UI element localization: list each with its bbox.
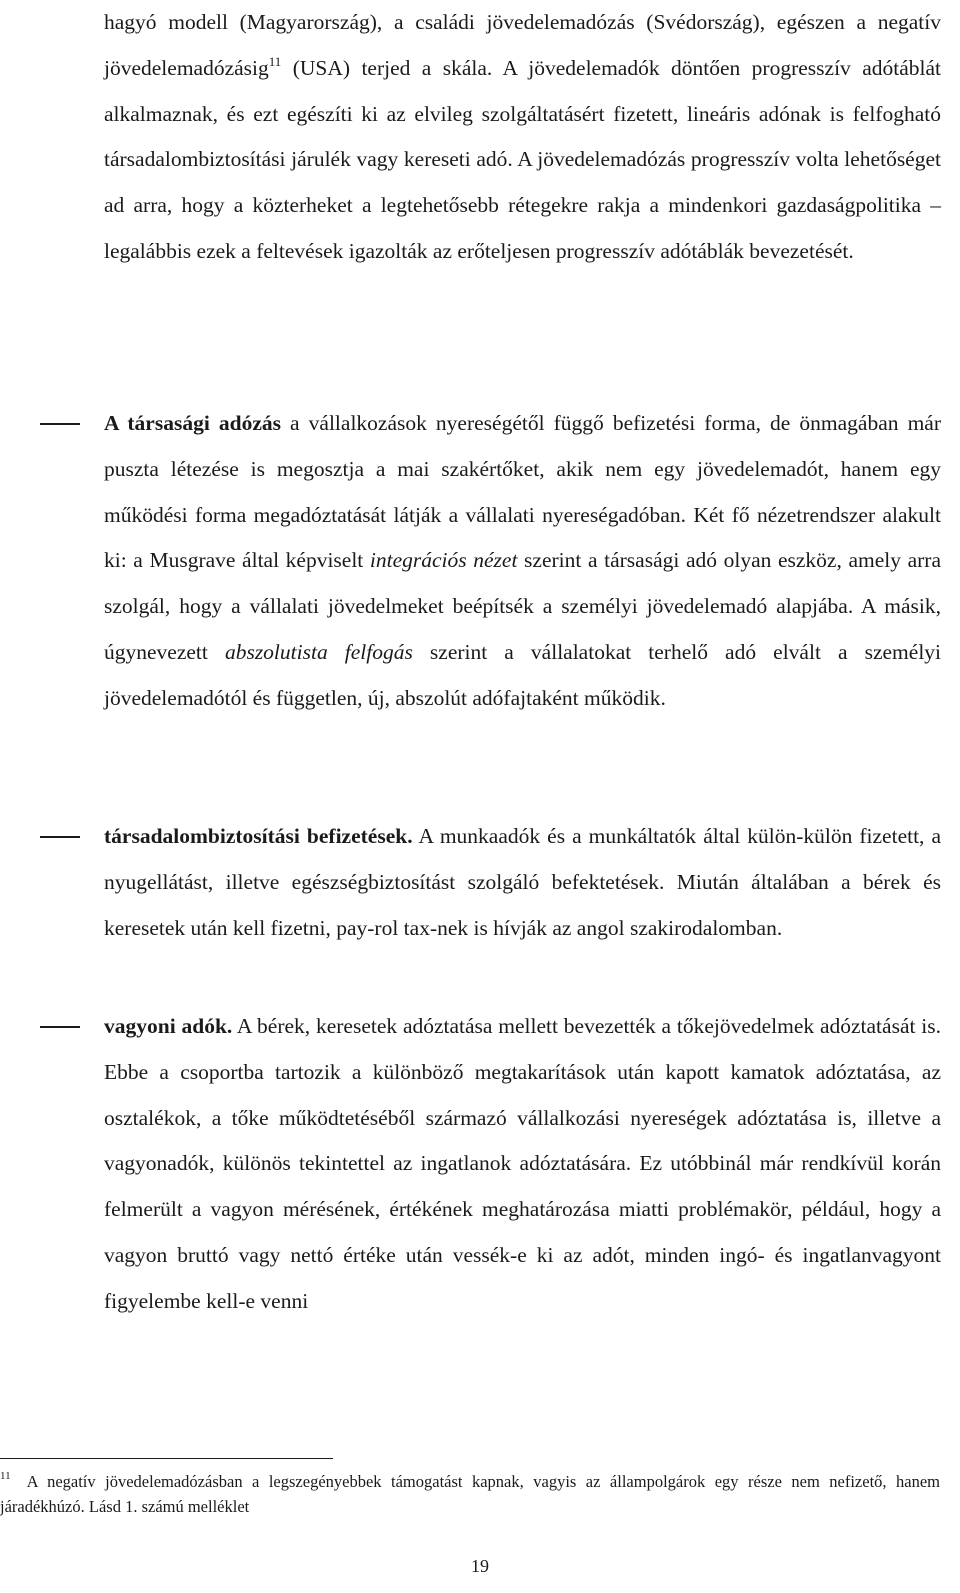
list-item-heading: A társasági adózás [104, 411, 281, 435]
footnote-separator [0, 1458, 333, 1459]
emphasis-term: abszolutista felfogás [224, 639, 413, 664]
paragraph-text: (USA) terjed a skála. A jövedelemadók döntően progresszív adótáblát alkalmaznak, és ezt egészíti ki az elvileg szolgáltatásért fizetett, lineáris adónak is felfogható társadalombiztosítási járulék vagy kereseti adó. A jövedelemadózás progresszív volta lehetőséget ad arra, hogy a közterheket a legtehetősebb rétegekre rakja a mindenkori gazdaságpolitika – legalábbis ezek a feltevések igazolták az erőteljesen progresszív adótáblák bevezetését. [104, 55, 941, 263]
list-item-corporate-tax [104, 401, 941, 722]
dash-bullet [40, 836, 80, 838]
footnote-number: 11 [0, 1470, 11, 1482]
list-item-heading: társadalombiztosítási befizetések. [104, 824, 413, 848]
dash-bullet [40, 1026, 80, 1028]
list-item-text: társadalombiztosítási befizetések. A munkaadók és a munkáltatók által külön-külön fizetett, a nyugellátást, illetve egészségbiztosítást szolgáló befektetések. Miután általában a bérek és keresetek után kell fizetni, pay-rol tax-nek is hívják az angol szakirodalomban. [104, 824, 942, 940]
emphasis-term: integrációs nézet [369, 548, 518, 573]
paragraph-income-tax [104, 0, 941, 275]
list-item-heading: vagyoni adók. [104, 1014, 233, 1038]
footnote-text: A negatív jövedelemadózásban a legszegényebbek támogatást kapnak, vagyis az állampolgárok egy része nem nefizető, hanem járadékhúzó. Lásd 1. számú melléklet [0, 1472, 940, 1516]
page-number: 19 [471, 1556, 489, 1576]
dash-bullet [40, 423, 80, 425]
paragraph-text: hagyó modell (Magyarország), a családi jövedelemadózás (Svédország), egészen a negatív jövedelemadózásig [104, 10, 941, 80]
list-item-text: A társasági adózás a vállalkozások nyereségétől függő befizetési forma, de önmagában már puszta létezése is megosztja a mai szakértőket, akik nem egy jövedelemadót, hanem egy működési forma megadóztatását látják a vállalati nyereségadóban. Két fő nézetrendszer alakult ki: a Musgrave által képviselt integrációs nézet szerint a társasági adó olyan eszköz, amely arra szolgál, hogy a vállalati jövedelmeket beépítsék a személyi jövedelemadó alapjába. A másik, úgynevezett abszolutista felfogás szerint a vállalatokat terhelő adó elvált a személyi jövedelemadótól és független, új, abszolút adófajtaként működik. [104, 411, 942, 710]
list-item-text: vagyoni adók. A bérek, keresetek adóztatása mellett bevezették a tőkejövedelmek adóztatását is. Ebbe a csoportba tartozik a különböző megtakarítások után kapott kamatok adóztatása, az osztalékok, a tőke működtetéséből származó vállalkozási nyereségek adóztatása is, illetve a vagyonadók, különös tekintettel az ingatlanok adóztatására. Ez utóbbinál már rendkívül korán felmerült a vagyon mérésének, értékének meghatározása miatti problémakör, például, hogy a vagyon bruttó vagy nettó értéke után vessék-e ki az adót, minden ingó- és ingatlanvagyont figyelembe kell-e venni [104, 1014, 941, 1313]
footnote [0, 1469, 940, 1519]
list-item-wealth-tax [104, 1004, 941, 1325]
footnote-reference[interactable]: 11 [268, 53, 282, 69]
list-item-social-security [104, 814, 941, 951]
